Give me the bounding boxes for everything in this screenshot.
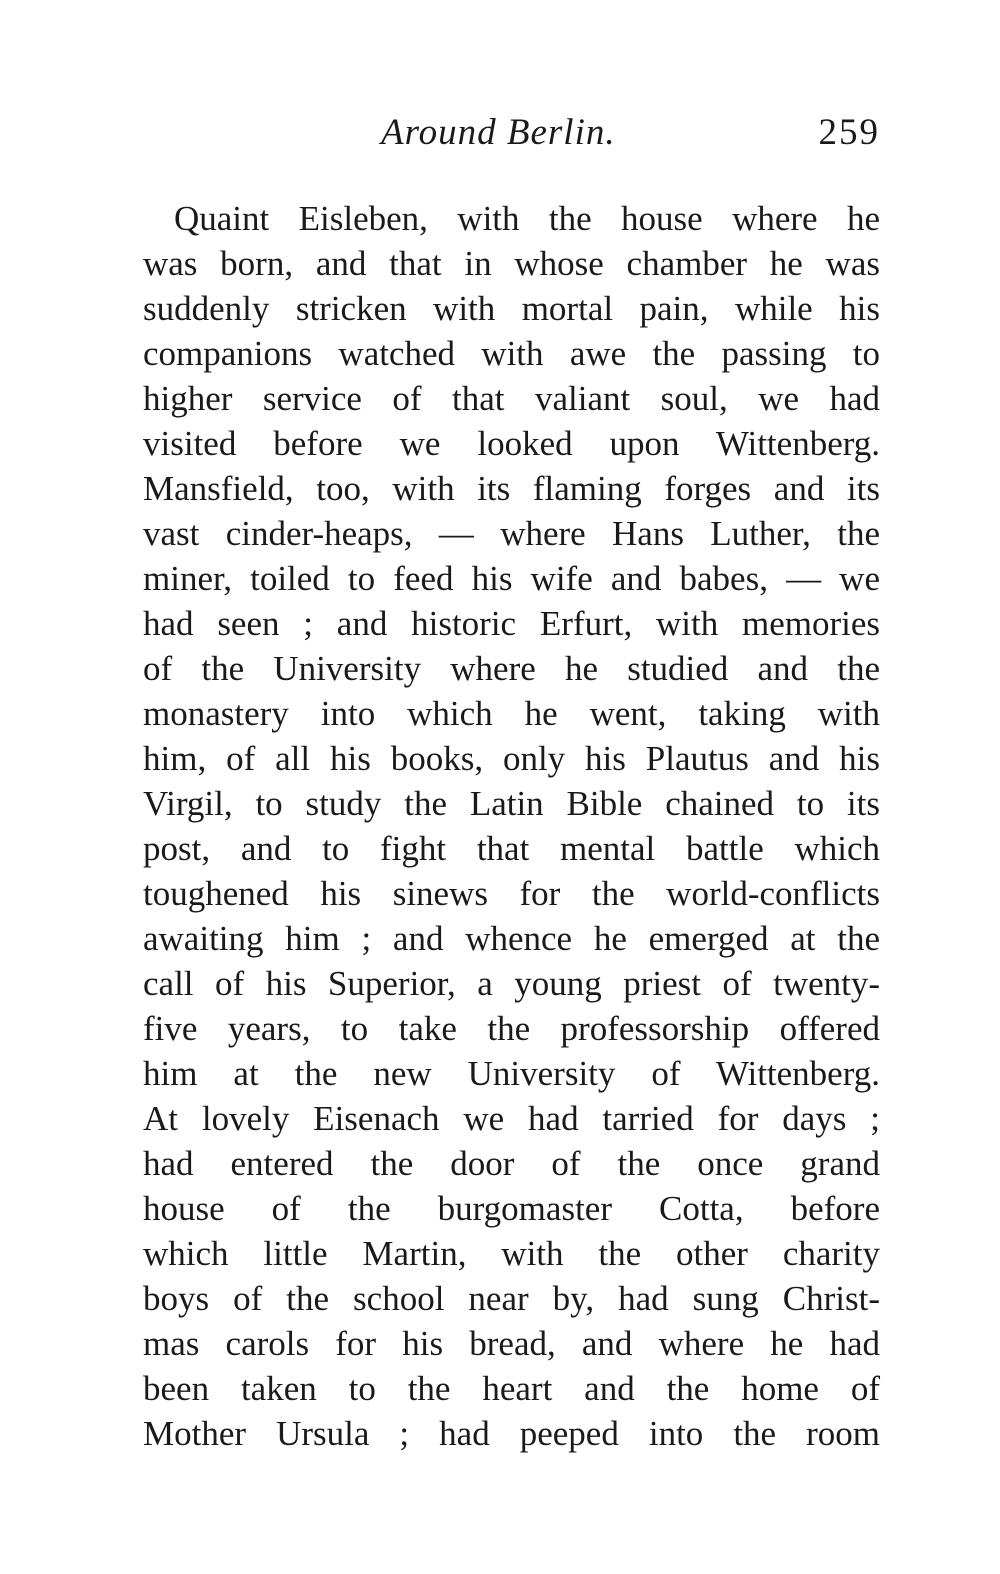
text-line: suddenly stricken with mortal pain, while his (143, 289, 880, 328)
text-line: vast cinder-heaps, — where Hans Luther, the (143, 514, 880, 553)
text-line: boys of the school near by, had sung Christ- (143, 1279, 880, 1318)
text-line: five years, to take the professorship offered (143, 1009, 880, 1048)
text-line: Virgil, to study the Latin Bible chained to its (143, 784, 880, 823)
text-line: Quaint Eisleben, with the house where he (174, 199, 880, 238)
running-head (143, 108, 880, 158)
text-line: awaiting him ; and whence he emerged at the (143, 919, 880, 958)
text-line: higher service of that valiant soul, we had (143, 379, 880, 418)
text-line: toughened his sinews for the world-conflicts (143, 874, 880, 913)
text-line: which little Martin, with the other charity (143, 1234, 880, 1273)
running-title: Around Berlin. (381, 112, 616, 153)
page-number: 259 (818, 112, 880, 153)
text-line: At lovely Eisenach we had tarried for days ; (143, 1099, 880, 1138)
text-line: house of the burgomaster Cotta, before (143, 1189, 880, 1228)
text-line: visited before we looked upon Wittenberg. (143, 424, 880, 463)
text-line: mas carols for his bread, and where he had (143, 1324, 880, 1363)
text-line: miner, toiled to feed his wife and babes, — we (143, 559, 880, 598)
text-line: call of his Superior, a young priest of twenty- (143, 964, 880, 1003)
text-line: post, and to fight that mental battle which (143, 829, 880, 868)
text-line: of the University where he studied and the (143, 649, 880, 688)
text-line: had entered the door of the once grand (143, 1144, 880, 1183)
text-line: him at the new University of Wittenberg. (143, 1054, 880, 1093)
text-line: had seen ; and historic Erfurt, with memories (143, 604, 880, 643)
text-line: was born, and that in whose chamber he was (143, 244, 880, 283)
text-line: companions watched with awe the passing to (143, 334, 880, 373)
text-line: him, of all his books, only his Plautus and his (143, 739, 880, 778)
body-text (143, 196, 880, 1456)
text-line: monastery into which he went, taking with (143, 694, 880, 733)
text-line: Mother Ursula ; had peeped into the room (143, 1414, 880, 1453)
text-line: been taken to the heart and the home of (143, 1369, 880, 1408)
text-line: Mansfield, too, with its flaming forges and its (143, 469, 880, 508)
